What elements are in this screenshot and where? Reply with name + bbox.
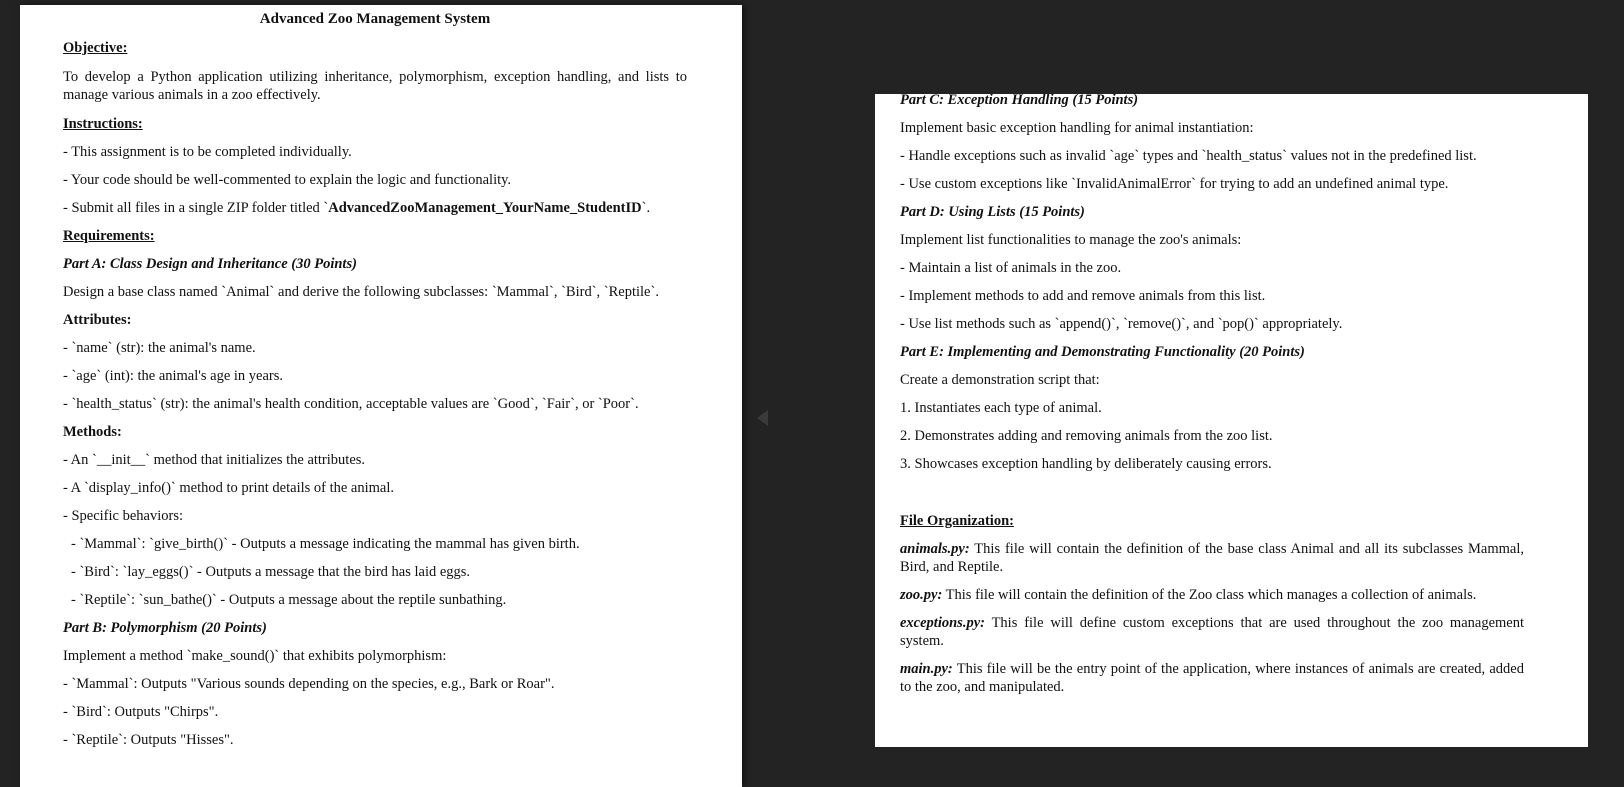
part-b-item: - `Bird`: Outputs "Chirps". xyxy=(63,704,219,720)
part-e-item: 2. Demonstrates adding and removing animals from the zoo list. xyxy=(900,428,1273,444)
file-entry xyxy=(900,586,1524,604)
part-c-text: Implement basic exception handling for animal instantiation: xyxy=(900,120,1254,136)
instruction-item: - This assignment is to be completed individually. xyxy=(63,144,352,160)
part-e-item: 3. Showcases exception handling by deliberately causing errors. xyxy=(900,456,1272,472)
method-item: - An `__init__` method that initializes the attributes. xyxy=(63,452,366,468)
part-d-item: - Use list methods such as `append()`, `remove()`, and `pop()` appropriately. xyxy=(900,316,1343,332)
document-page-2 xyxy=(875,94,1588,747)
objective-heading: Objective: xyxy=(63,40,128,56)
attribute-item: - `age` (int): the animal's age in years. xyxy=(63,368,284,384)
part-d-item: - Implement methods to add and remove animals from this list. xyxy=(900,288,1266,304)
document-page-1 xyxy=(20,5,742,787)
file-entry xyxy=(900,614,1524,650)
file-entry xyxy=(900,540,1524,576)
file-organization-heading: File Organization: xyxy=(900,513,1014,529)
part-a-heading: Part A: Class Design and Inheritance (30 Points) xyxy=(63,256,357,272)
file-name: main.py: xyxy=(900,661,953,677)
objective-text: To develop a Python application utilizing inheritance, polymorphism, exception handling, and lists to manage various animals in a zoo effectively. xyxy=(63,69,687,103)
file-name: exceptions.py: xyxy=(900,615,985,631)
spacer xyxy=(900,483,1524,512)
part-b-text: Implement a method `make_sound()` that exhibits polymorphism: xyxy=(63,648,447,664)
part-b-item: - `Reptile`: Outputs "Hisses". xyxy=(63,732,234,748)
attribute-item: - `name` (str): the animal's name. xyxy=(63,340,256,356)
part-e-heading: Part E: Implementing and Demonstrating Functionality (20 Points) xyxy=(900,344,1305,360)
part-e-text: Create a demonstration script that: xyxy=(900,372,1100,388)
previous-page-arrow-icon[interactable] xyxy=(757,410,768,426)
attribute-item: - `health_status` (str): the animal's health condition, acceptable values are `Good`, `Fair`, or `Poor`. xyxy=(63,396,639,412)
part-d-heading: Part D: Using Lists (15 Points) xyxy=(900,204,1085,220)
document-title: Advanced Zoo Management System xyxy=(259,11,491,27)
part-e-item: 1. Instantiates each type of animal. xyxy=(900,400,1102,416)
part-d-text: Implement list functionalities to manage the zoo's animals: xyxy=(900,232,1242,248)
part-d-item: - Maintain a list of animals in the zoo. xyxy=(900,260,1122,276)
submit-suffix: `. xyxy=(641,200,651,216)
file-description: This file will define custom exceptions that are used throughout the zoo management system. xyxy=(900,615,1524,649)
instructions-heading: Instructions: xyxy=(63,116,143,132)
file-description: This file will contain the definition of the Zoo class which manages a collection of animals. xyxy=(942,587,1477,603)
behavior-item: - `Mammal`: `give_birth()` - Outputs a message indicating the mammal has given birth. xyxy=(71,536,580,552)
instruction-item: - Your code should be well-commented to explain the logic and functionality. xyxy=(63,172,512,188)
methods-heading: Methods: xyxy=(63,424,122,440)
file-description: This file will contain the definition of the base class Animal and all its subclasses Mammal, Bird, and Reptile. xyxy=(900,541,1524,575)
part-c-item: - Handle exceptions such as invalid `age` types and `health_status` values not in the predefined list. xyxy=(900,148,1477,164)
file-name: animals.py: xyxy=(900,541,970,557)
submit-filename: AdvancedZooManagement_YourName_StudentID xyxy=(328,200,642,216)
behavior-item: - `Reptile`: `sun_bathe()` - Outputs a message about the reptile sunbathing. xyxy=(71,592,507,608)
behavior-item: - `Bird`: `lay_eggs()` - Outputs a message that the bird has laid eggs. xyxy=(71,564,471,580)
part-c-heading: Part C: Exception Handling (15 Points) xyxy=(900,94,1139,108)
part-a-text: Design a base class named `Animal` and derive the following subclasses: `Mammal`, `Bird`, `Reptile`. xyxy=(63,284,659,300)
file-entry xyxy=(900,660,1524,696)
part-c-item: - Use custom exceptions like `InvalidAnimalError` for trying to add an undefined animal type. xyxy=(900,176,1449,192)
instruction-submit xyxy=(63,199,687,217)
method-item: - A `display_info()` method to print details of the animal. xyxy=(63,480,395,496)
method-item: - Specific behaviors: xyxy=(63,508,183,524)
requirements-heading: Requirements: xyxy=(63,228,155,244)
attributes-heading: Attributes: xyxy=(63,312,132,328)
file-description: This file will be the entry point of the application, where instances of animals are created, added to the zoo, and manipulated. xyxy=(900,661,1524,695)
submit-prefix: - Submit all files in a single ZIP folder titled ` xyxy=(63,200,329,216)
file-name: zoo.py: xyxy=(900,587,943,603)
part-b-heading: Part B: Polymorphism (20 Points) xyxy=(63,620,267,636)
part-b-item: - `Mammal`: Outputs "Various sounds depending on the species, e.g., Bark or Roar". xyxy=(63,676,555,692)
